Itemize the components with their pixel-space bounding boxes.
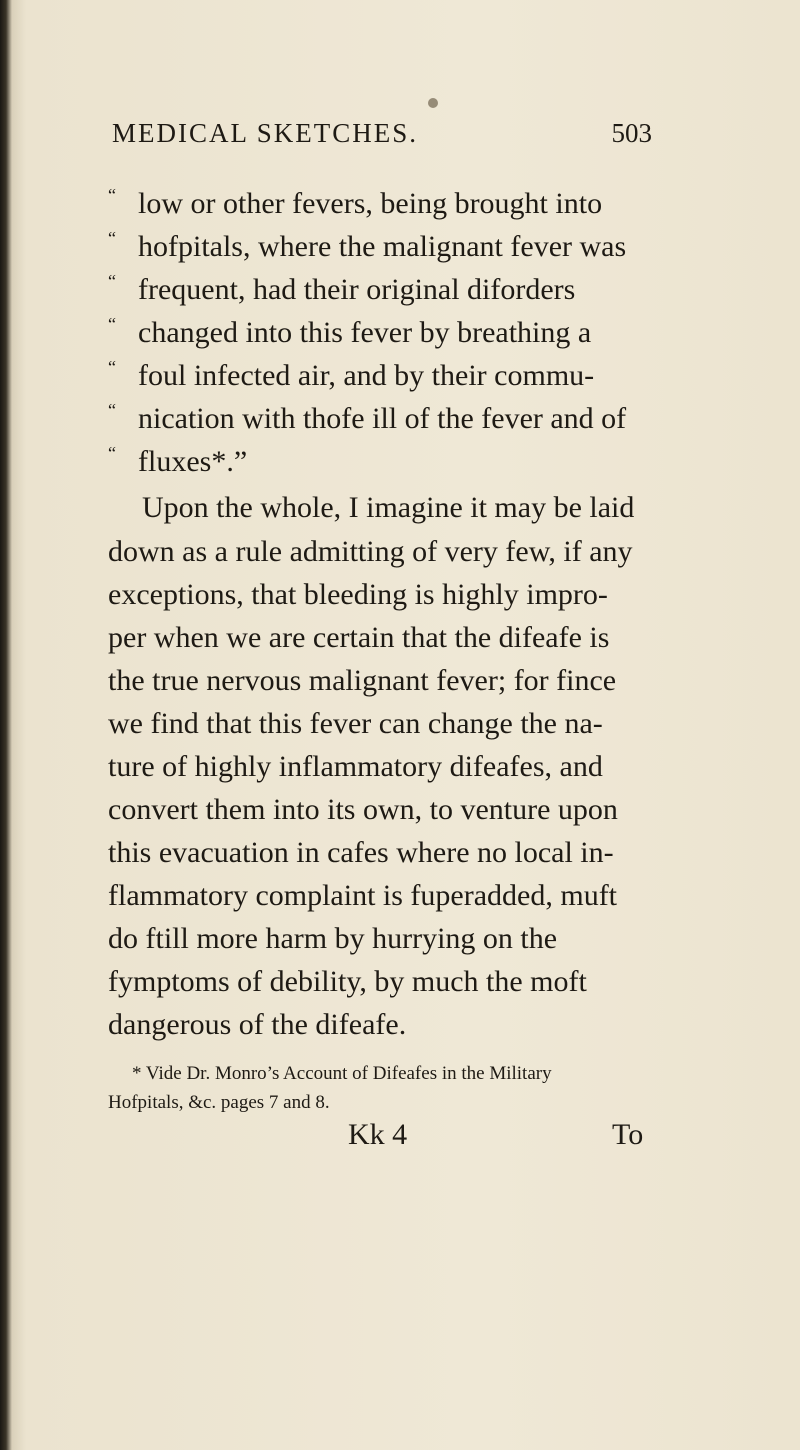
quote-mark: “ — [108, 400, 116, 420]
quoted-line: “ low or other fevers, being brought into — [108, 173, 668, 226]
paragraph-line: per when we are certain that the difeafe is — [108, 621, 610, 654]
quote-mark: “ — [108, 357, 116, 377]
paragraph-line: dangerous of the difeafe. — [108, 1008, 407, 1041]
quoted-line: “ foul infected air, and by their commu- — [108, 345, 668, 398]
paragraph-line: fymptoms of debility, by much the moft — [108, 965, 587, 998]
paragraph-line: do ftill more harm by hurrying on the — [108, 922, 558, 955]
page-number: 503 — [611, 118, 652, 148]
quote-mark: “ — [108, 228, 116, 248]
paragraph-line: ture of highly inflammatory difeafes, and — [108, 750, 603, 783]
quoted-line: “ nication with thofe ill of the fever and of — [108, 388, 668, 441]
paragraph-line: we find that this fever can change the na- — [108, 707, 603, 740]
catchword: To — [612, 1118, 644, 1151]
quoted-line: “ changed into this fever by breathing a — [108, 302, 668, 355]
paragraph-line: this evacuation in cafes where no local in- — [108, 836, 614, 869]
paragraph-line: exceptions, that bleeding is highly impro- — [108, 578, 608, 611]
paragraph-line: the true nervous malignant fever; for fince — [108, 664, 617, 697]
paragraph-line: flammatory complaint is fuperadded, muft — [108, 879, 618, 912]
quote-mark: “ — [108, 314, 116, 334]
ink-spot — [428, 98, 438, 108]
quote-mark: “ — [108, 271, 116, 291]
quote-mark: “ — [108, 443, 116, 463]
quoted-line: “ fluxes*.” — [108, 431, 668, 484]
paragraph-line: down as a rule admitting of very few, if any — [108, 535, 633, 568]
running-header — [112, 118, 652, 158]
paragraph-line: Upon the whole, I imagine it may be laid — [142, 491, 635, 524]
header-title: MEDICAL SKETCHES. — [112, 118, 419, 148]
footnote-line: * Vide Dr. Monro’s Account of Difeafes in the Military — [132, 1063, 552, 1084]
footnote-line: Hofpitals, &c. pages 7 and 8. — [108, 1092, 330, 1113]
quote-mark: “ — [108, 185, 116, 205]
signature-mark: Kk 4 — [348, 1118, 408, 1151]
quoted-line: “ hofpitals, where the malignant fever was — [108, 216, 668, 269]
paragraph-line: convert them into its own, to venture upon — [108, 793, 618, 826]
quoted-line: “ frequent, had their original diforders — [108, 259, 668, 312]
